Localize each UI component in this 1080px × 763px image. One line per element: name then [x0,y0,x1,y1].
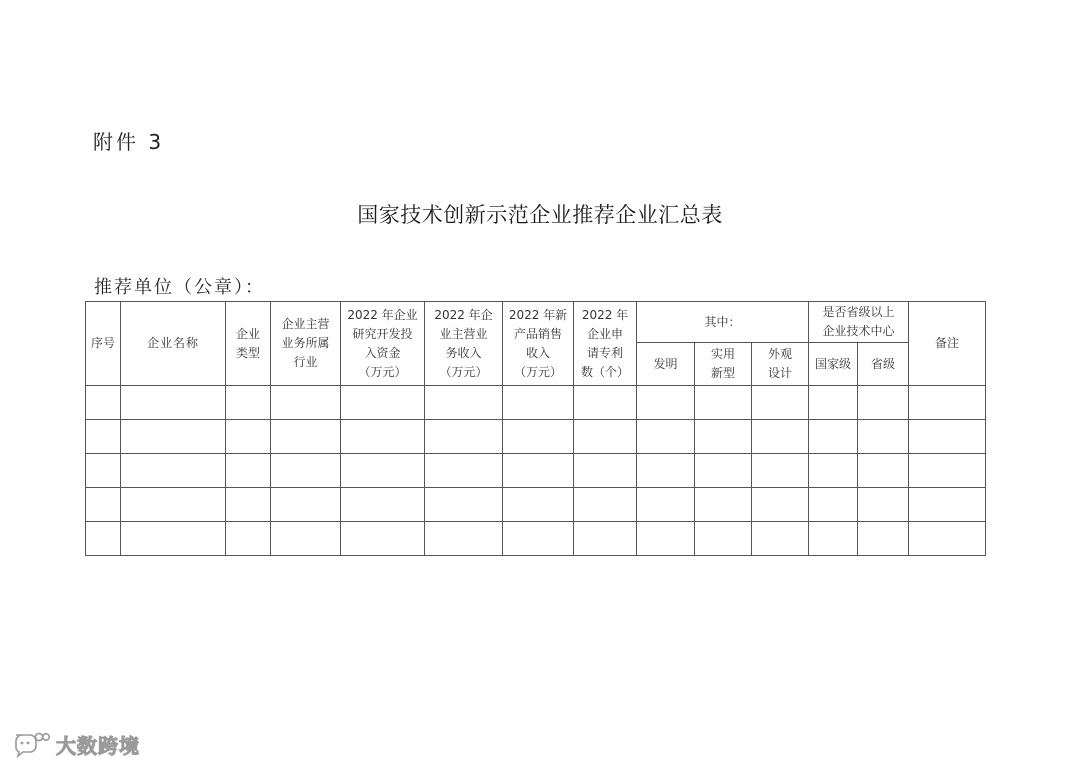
watermark [10,726,140,762]
table-cell[interactable] [574,420,637,454]
table-cell[interactable] [909,420,986,454]
table-cell[interactable] [425,454,503,488]
table-cell[interactable] [425,386,503,420]
table-cell[interactable] [86,488,121,522]
table-cell[interactable] [86,454,121,488]
attachment-label: 附件 3 [93,130,165,154]
table-cell[interactable] [341,488,425,522]
table-cell[interactable] [809,454,858,488]
table-cell[interactable] [503,522,574,556]
table-cell[interactable] [858,420,909,454]
table-cell[interactable] [809,488,858,522]
header-invention: 发明 [637,343,695,386]
table-row [86,386,986,420]
table-cell[interactable] [858,454,909,488]
header-rd-investment: 2022 年企业 研究开发投 入资金 （万元） [341,302,425,386]
table-cell[interactable] [574,522,637,556]
table-cell[interactable] [503,386,574,420]
table-cell[interactable] [425,522,503,556]
table-cell[interactable] [909,488,986,522]
table-cell[interactable] [752,420,809,454]
table-cell[interactable] [752,488,809,522]
table-cell[interactable] [752,454,809,488]
table-cell[interactable] [121,488,226,522]
table-cell[interactable] [121,454,226,488]
table-cell[interactable] [271,420,341,454]
table-cell[interactable] [341,420,425,454]
table-row [86,454,986,488]
table-cell[interactable] [121,522,226,556]
table-cell[interactable] [226,522,271,556]
table-cell[interactable] [86,420,121,454]
table-cell[interactable] [637,420,695,454]
table-cell[interactable] [226,386,271,420]
table-cell[interactable] [226,420,271,454]
table-cell[interactable] [637,488,695,522]
table-cell[interactable] [226,488,271,522]
watermark-text: 大数跨境 [56,733,140,758]
table-cell[interactable] [574,386,637,420]
table-cell[interactable] [341,522,425,556]
table-cell[interactable] [503,420,574,454]
table-cell[interactable] [425,420,503,454]
table-cell[interactable] [503,454,574,488]
table-cell[interactable] [341,454,425,488]
table-cell[interactable] [271,488,341,522]
header-main-revenue: 2022 年企 业主营业 务收入 （万元） [425,302,503,386]
header-patents: 2022 年 企业申 请专利 数（个） [574,302,637,386]
table-cell[interactable] [858,488,909,522]
header-tech-center: 是否省级以上 企业技术中心 [809,302,909,343]
table-cell[interactable] [858,522,909,556]
recommender-label: 推荐单位（公章）： [94,277,265,298]
table-cell[interactable] [695,522,752,556]
table-cell[interactable] [695,420,752,454]
table-cell[interactable] [637,454,695,488]
table-cell[interactable] [503,488,574,522]
table-cell[interactable] [695,386,752,420]
table-cell[interactable] [86,386,121,420]
header-remarks: 备注 [909,302,986,386]
header-national: 国家级 [809,343,858,386]
table-row [86,420,986,454]
table-cell[interactable] [909,522,986,556]
header-company-type: 企业 类型 [226,302,271,386]
document-title: 国家技术创新示范企业推荐企业汇总表 [357,203,723,227]
table-cell[interactable] [574,454,637,488]
header-new-product-sales: 2022 年新 产品销售 收入 （万元） [503,302,574,386]
table-cell[interactable] [752,386,809,420]
chat-bubble-logo-icon [10,729,50,759]
table-header-row-top [86,302,986,343]
table-cell[interactable] [752,522,809,556]
header-seq: 序号 [86,302,121,386]
table-cell[interactable] [86,522,121,556]
table-cell[interactable] [809,420,858,454]
table-cell[interactable] [695,488,752,522]
header-provincial: 省级 [858,343,909,386]
table-cell[interactable] [637,522,695,556]
table-cell[interactable] [271,386,341,420]
table-cell[interactable] [809,522,858,556]
header-company-name: 企业名称 [121,302,226,386]
table-cell[interactable] [425,488,503,522]
header-industry: 企业主营 业务所属 行业 [271,302,341,386]
table-cell[interactable] [909,386,986,420]
header-design: 外观 设计 [752,343,809,386]
table-cell[interactable] [341,386,425,420]
summary-table [85,301,986,556]
header-utility-model: 实用 新型 [695,343,752,386]
table-cell[interactable] [695,454,752,488]
table-cell[interactable] [121,386,226,420]
table-row [86,522,986,556]
table-cell[interactable] [121,420,226,454]
table-cell[interactable] [909,454,986,488]
table-cell[interactable] [271,454,341,488]
table-cell[interactable] [271,522,341,556]
table-row [86,488,986,522]
table-cell[interactable] [809,386,858,420]
table-cell[interactable] [574,488,637,522]
table-cell[interactable] [858,386,909,420]
header-among: 其中： [637,302,809,343]
table-cell[interactable] [226,454,271,488]
table-cell[interactable] [637,386,695,420]
